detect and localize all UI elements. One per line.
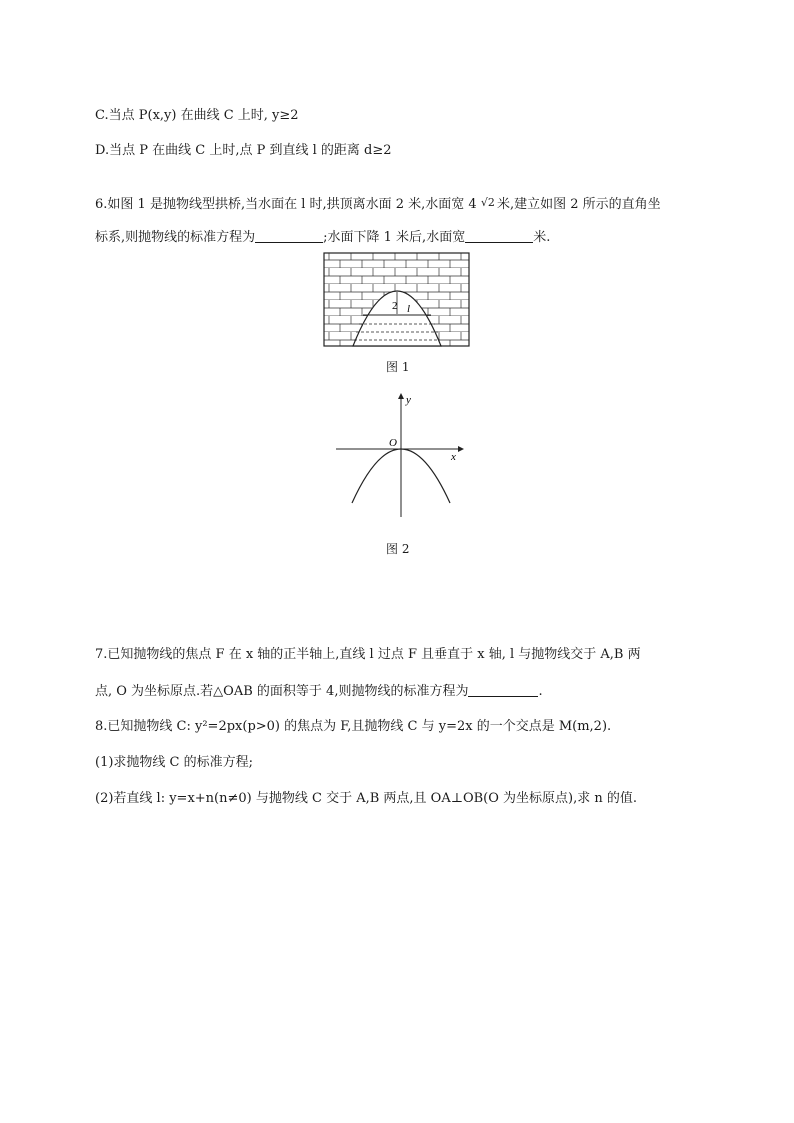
q6-text-b: 米,建立如图 2 所示的直角坐 <box>496 197 661 212</box>
fig1-label-2: 2 <box>392 300 398 312</box>
question-8-sub-2: (2)若直线 l: y=x+n(n≠0) 与抛物线 C 交于 A,B 两点,且 OA⊥OB(O 为坐标原点),求 n 的值. <box>95 791 637 806</box>
q7-answer-blank <box>468 683 538 697</box>
q6-text-a: 6.如图 1 是抛物线型拱桥,当水面在 l 时,拱顶离水面 2 米,水面宽 4 <box>95 197 477 212</box>
question-7-line-2 <box>95 683 543 700</box>
figure-1-caption: 图 1 <box>386 360 410 374</box>
option-d: D.当点 P 在曲线 C 上时,点 P 到直线 l 的距离 d≥2 <box>95 143 392 158</box>
q6-answer-blank-1 <box>255 229 323 243</box>
question-6-line-2 <box>95 229 550 246</box>
fig1-label-l: l <box>407 303 411 315</box>
q6-text-c: 标系,则抛物线的标准方程为 <box>95 230 256 245</box>
question-8-stem: 8.已知抛物线 C: y²=2px(p>0) 的焦点为 F,且抛物线 C 与 y=2x 的一个交点是 M(m,2). <box>95 719 612 734</box>
fig2-x-label: x <box>451 451 456 463</box>
q6-answer-blank-2 <box>465 229 533 243</box>
q6-text-e: 米. <box>533 230 551 245</box>
q6-sqrt-value: √2 <box>480 196 495 209</box>
fig2-y-label: y <box>406 394 411 406</box>
figure-1-bridge <box>323 252 471 348</box>
question-6-line-1 <box>95 197 661 213</box>
fig2-origin-label: O <box>389 437 397 449</box>
q7-text-a: 点, O 为坐标原点.若△OAB 的面积等于 4,则抛物线的标准方程为 <box>95 684 469 699</box>
figure-2-caption: 图 2 <box>386 542 410 556</box>
q6-text-d: ;水面下降 1 米后,水面宽 <box>323 230 466 245</box>
question-8-sub-1: (1)求抛物线 C 的标准方程; <box>95 755 254 770</box>
option-c: C.当点 P(x,y) 在曲线 C 上时, y≥2 <box>95 108 299 123</box>
q7-text-b: . <box>538 684 543 699</box>
figure-2-coordinate-plot <box>336 393 466 518</box>
question-7-line-1: 7.已知抛物线的焦点 F 在 x 轴的正半轴上,直线 l 过点 F 且垂直于 x 轴, l 与抛物线交于 A,B 两 <box>95 647 641 662</box>
